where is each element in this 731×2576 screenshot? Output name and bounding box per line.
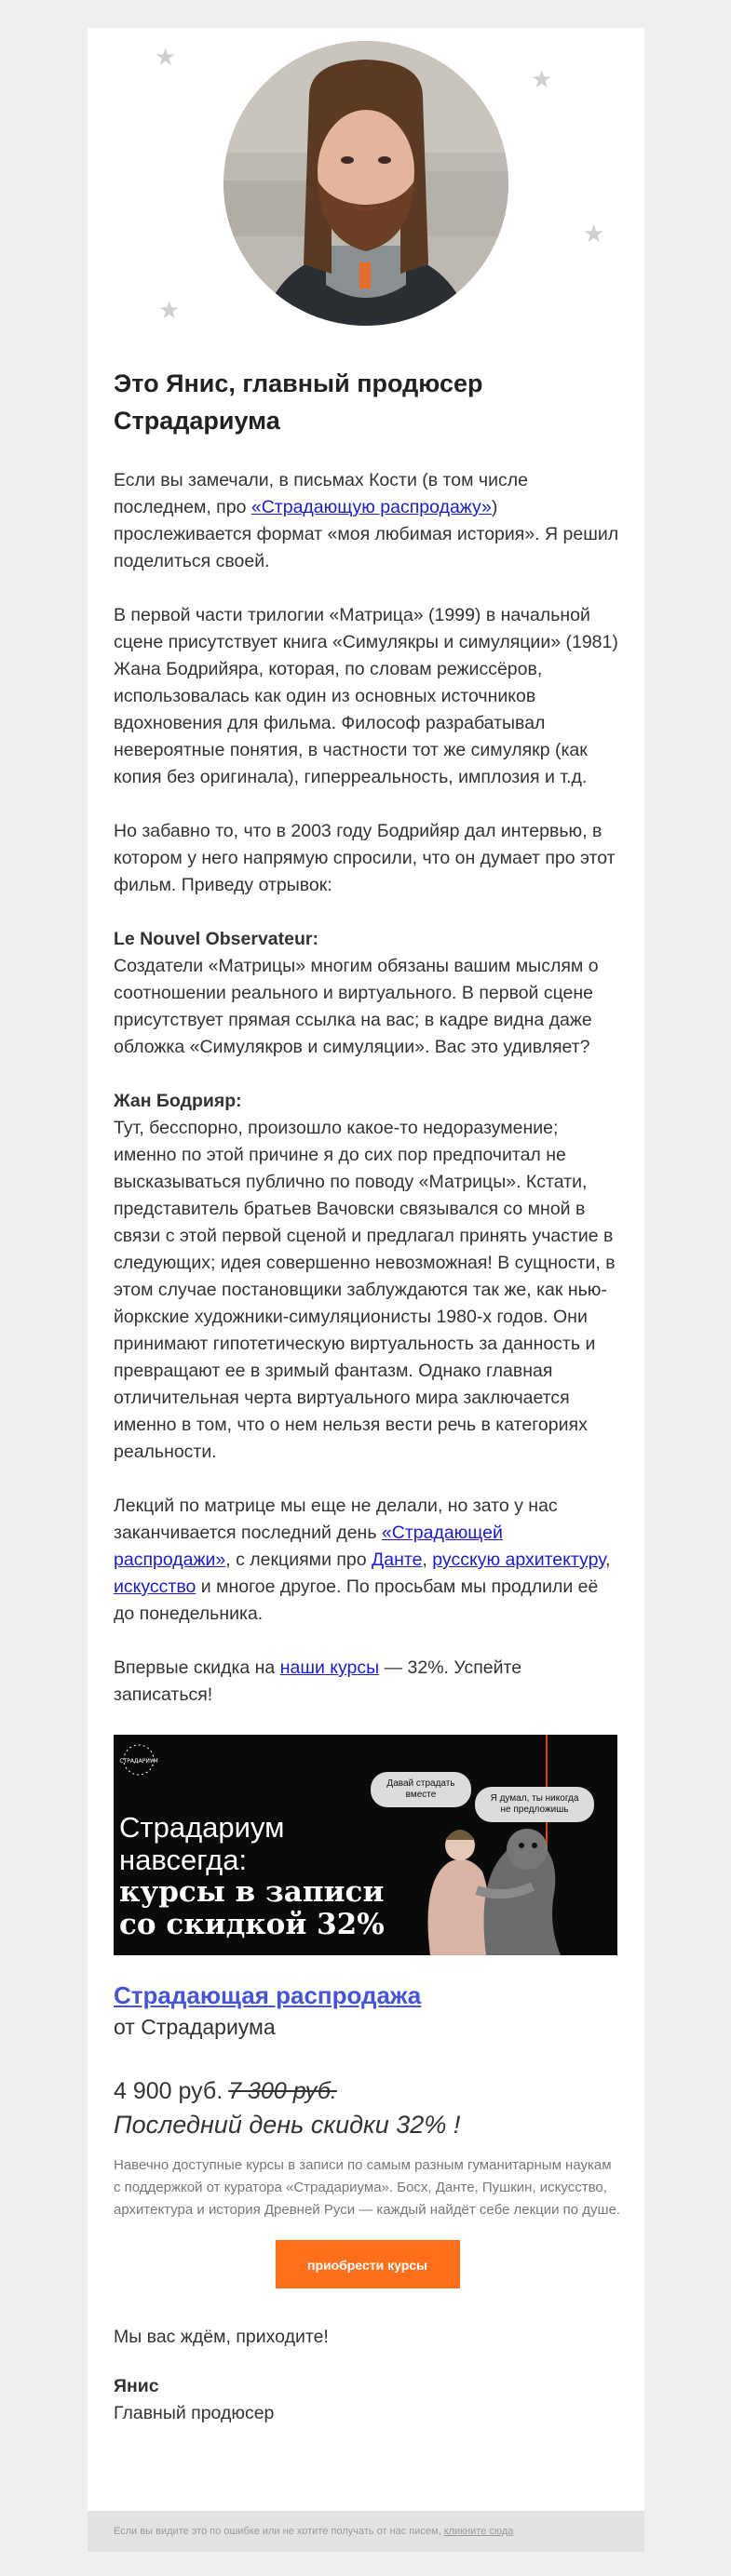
page-title: Это Янис, главный продюсер Страдариума [114, 369, 483, 435]
price-old: 7 300 руб. [228, 2078, 337, 2104]
quote-baudrillard [114, 1088, 621, 1466]
paragraph-matrix: В первой части трилогии «Матрица» (1999) в начальной сцене присутствует книга «Симулякры и симуляции» (1981) Жана Бодрийяра, которая, по словам режиссёров, использовалась как один из основных источников вдохновения для фильма. Философ разрабатывал невероятные понятия, в частности тот же симулякр (как копия без оригинала), гиперреальность, имплозия и т.д. [114, 605, 618, 787]
architecture-link[interactable]: русскую архитектуру [432, 1550, 606, 1570]
speech-bubble: Я думал, ты никогда не предложишь [475, 1787, 594, 1822]
quote-observateur [114, 926, 621, 1061]
footer-note: Если вы видите это по ошибке или не хотите получать от нас писем, [114, 2526, 441, 2537]
promo-line: курсы в записи [119, 1875, 385, 1909]
paragraph-discount [114, 1655, 621, 1709]
email-card [88, 28, 644, 2511]
art-link[interactable]: искусство [114, 1576, 196, 1597]
price [114, 2074, 621, 2108]
paragraph-interview: Но забавно то, что в 2003 году Бодрийяр дал интервью, в котором у него напрямую спросили, что он думает про этот фильм. Приведу отрывок: [114, 821, 616, 895]
buy-courses-button[interactable]: приобрести курсы [276, 2240, 460, 2288]
paragraph-intro [114, 467, 621, 575]
promo-banner[interactable] [114, 1735, 617, 1955]
promo-line: со скидкой 32% [119, 1908, 385, 1941]
text: ) прослеживается формат «моя любимая история». Я решил поделиться своей. [114, 497, 619, 571]
text: Если вы замечали, в письмах Кости (в том числе последнем, про [114, 470, 528, 517]
text: Лекций по матрице мы еще не делали, но зато у нас заканчивается последний день [114, 1496, 558, 1543]
closing-text: Мы вас ждём, приходите! [114, 2327, 329, 2347]
sale-link[interactable]: «Страдающей распродажи» [114, 1523, 503, 1570]
product-title [114, 1979, 621, 2011]
speech-bubble: Давай страдать вместе [371, 1772, 471, 1807]
discount-note: Последний день скидки 32% ! [114, 2111, 461, 2139]
star-icon: ★ [583, 220, 605, 248]
unsubscribe-link[interactable]: кликните сюда [443, 2526, 514, 2537]
illustration-icon [393, 1797, 579, 1955]
promo-line: Страдариум [119, 1811, 285, 1844]
text: — 32%. Успейте записаться! [114, 1657, 522, 1705]
promo-headline [119, 1811, 385, 1941]
text: , с лекциями про [225, 1550, 372, 1570]
logo-text: СТРАДАРИУМ [119, 1758, 158, 1764]
unsubscribe-text [114, 2526, 513, 2537]
star-icon: ★ [531, 65, 553, 93]
star-icon: ★ [155, 43, 177, 71]
courses-link[interactable]: наши курсы [279, 1657, 380, 1678]
text: и многое другое. По просьбам мы продлили её до понедельника. [114, 1576, 599, 1624]
paragraph-lectures [114, 1493, 621, 1628]
text: Впервые скидка на [114, 1657, 280, 1678]
quote-text: Тут, бесспорно, произошло какое-то недоразумение; именно по этой причине я до сих пор предпочитал не высказываться публично по поводу «Матрицы». Кстати, представитель братьев Вачовски связывался со мной в связи с этой первой сценой и предлагал принять участие в следующих; идея совершенно невозможная! В сущности, в этом случае постановщики заблуждаются так же, как нью-йоркские художники-симуляционисты 1980-х годов. Они принимают гипотетическую виртуальность за данность и превращают ее в зримый фантазм. Однако главная отличительная черта виртуального мира заключается именно в том, что о нем нельзя вести речь в категориях реальности. [114, 1118, 616, 1462]
promo-line: навсегда: [119, 1844, 248, 1876]
text: , [605, 1550, 611, 1570]
signature-role: Главный продюсер [114, 2403, 275, 2423]
price-new: 4 900 руб. [114, 2078, 223, 2104]
email-content [114, 365, 621, 2427]
product-description: Навечно доступные курсы в записи по самым разным гуманитарным наукам с поддержкой от куратора «Страдариума». Босх, Данте, Пушкин, искусство, архитектура и история Древней Руси — каждый найдёт себе лекции по душе. [114, 2157, 621, 2218]
avatar [223, 41, 508, 326]
product-link[interactable]: Страдающая распродажа [114, 1981, 422, 2009]
footer [88, 2511, 644, 2552]
star-icon: ★ [158, 296, 181, 324]
text: , [422, 1550, 433, 1570]
product-subtitle: от Страдариума [114, 2015, 276, 2039]
sale-link[interactable]: «Страдающую распродажу» [250, 497, 492, 517]
quote-label: Le Nouvel Observateur: [114, 929, 318, 949]
quote-text: Создатели «Матрицы» многим обязаны вашим мыслям о соотношении реального и виртуального. В первой сцене присутствует прямая ссылка на вас; в кадре видна даже обложка «Симулякров и симуляции». Вас это удивляет? [114, 956, 599, 1057]
signature-name: Янис [114, 2376, 159, 2396]
logo-icon [119, 1740, 158, 1779]
quote-label: Жан Бодрияр: [114, 1091, 242, 1111]
dante-link[interactable]: Данте [372, 1550, 423, 1570]
